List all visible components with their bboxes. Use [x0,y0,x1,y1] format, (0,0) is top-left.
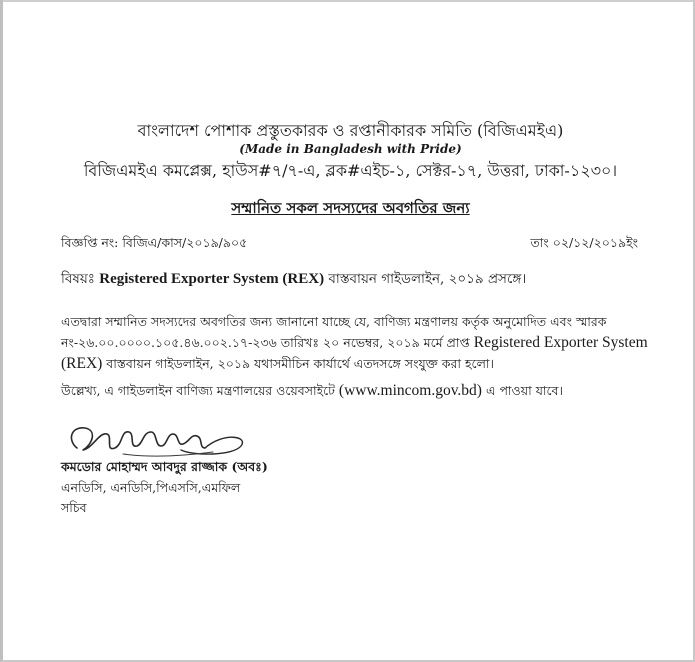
organization-address: বিজিএমইএ কমপ্লেক্স, হাউস#৭/৭-এ, ব্লক#এইচ-১, সেক্টর-১৭, উত্তরা, ঢাকা-১২৩০। [83,161,618,180]
handwritten-signature [63,418,253,464]
organization-tagline: (Made in Bangladesh with Pride) [239,142,462,156]
p2-text-start: উল্লেখ্য, এ গাইডলাইন বাণিজ্য মন্ত্রণালয়ের ওয়েবসাইটে [61,383,339,398]
body-paragraph-1 [61,311,681,374]
subject-title: Registered Exporter System (REX) [99,271,325,287]
p2-text-end: এ পাওয়া যাবে। [481,383,563,398]
signatory-name: কমডোর মোহাম্মদ আবদুর রাজ্জাক (অবঃ) [61,459,268,474]
subject-line [61,268,526,291]
notice-title: সম্মানিত সকল সদস্যদের অবগতির জন্য [231,199,470,217]
p1-text-start: এতদ্বারা সম্মানিত সদস্যদের অবগতির জন্য জানানো যাচ্ছে যে, বাণিজ্য মন্ত্রণালয় কর্তৃক অনুমোদিত এবং স্মারক নং-২৬.০০.০০০০.১০৫.৪৬.০০২.১৭-২৩৬ তারিখঃ ২০ নভেম্বর, ২০১৯ মর্মে প্রাপ্ত [61,314,607,350]
signatory-qualifications: এনডিসি, এনডিসি,পিএসসি,এমফিল [61,480,241,495]
website-url: (www.mincom.gov.bd) [338,382,482,399]
signatory-designation: সচিব [61,500,87,515]
subject-suffix: বাস্তবায়ন গাইডলাইন, ২০১৯ প্রসঙ্গে। [324,271,527,287]
reference-number: বিজ্ঞপ্তি নং: বিজিএ/কাস/২০১৯/৯০৫ [61,235,248,250]
p1-text-end: বাস্তবায়ন গাইডলাইন, ২০১৯ যথাসমীচিন কার্যার্থে এতদসঙ্গে সংযুক্ত করা হলো। [102,356,494,371]
organization-name: বাংলাদেশ পোশাক প্রস্তুতকারক ও রপ্তানীকারক সমিতি (বিজিএমইএ) [137,121,564,140]
notice-date: তাং ০২/১২/২০১৯ইং [530,235,638,250]
body-paragraph-2 [61,380,681,401]
subject-prefix: বিষয়ঃ [61,271,100,287]
scan-edge [3,0,693,2]
p1-english-term: Registered Exporter System (REX) [61,334,648,372]
